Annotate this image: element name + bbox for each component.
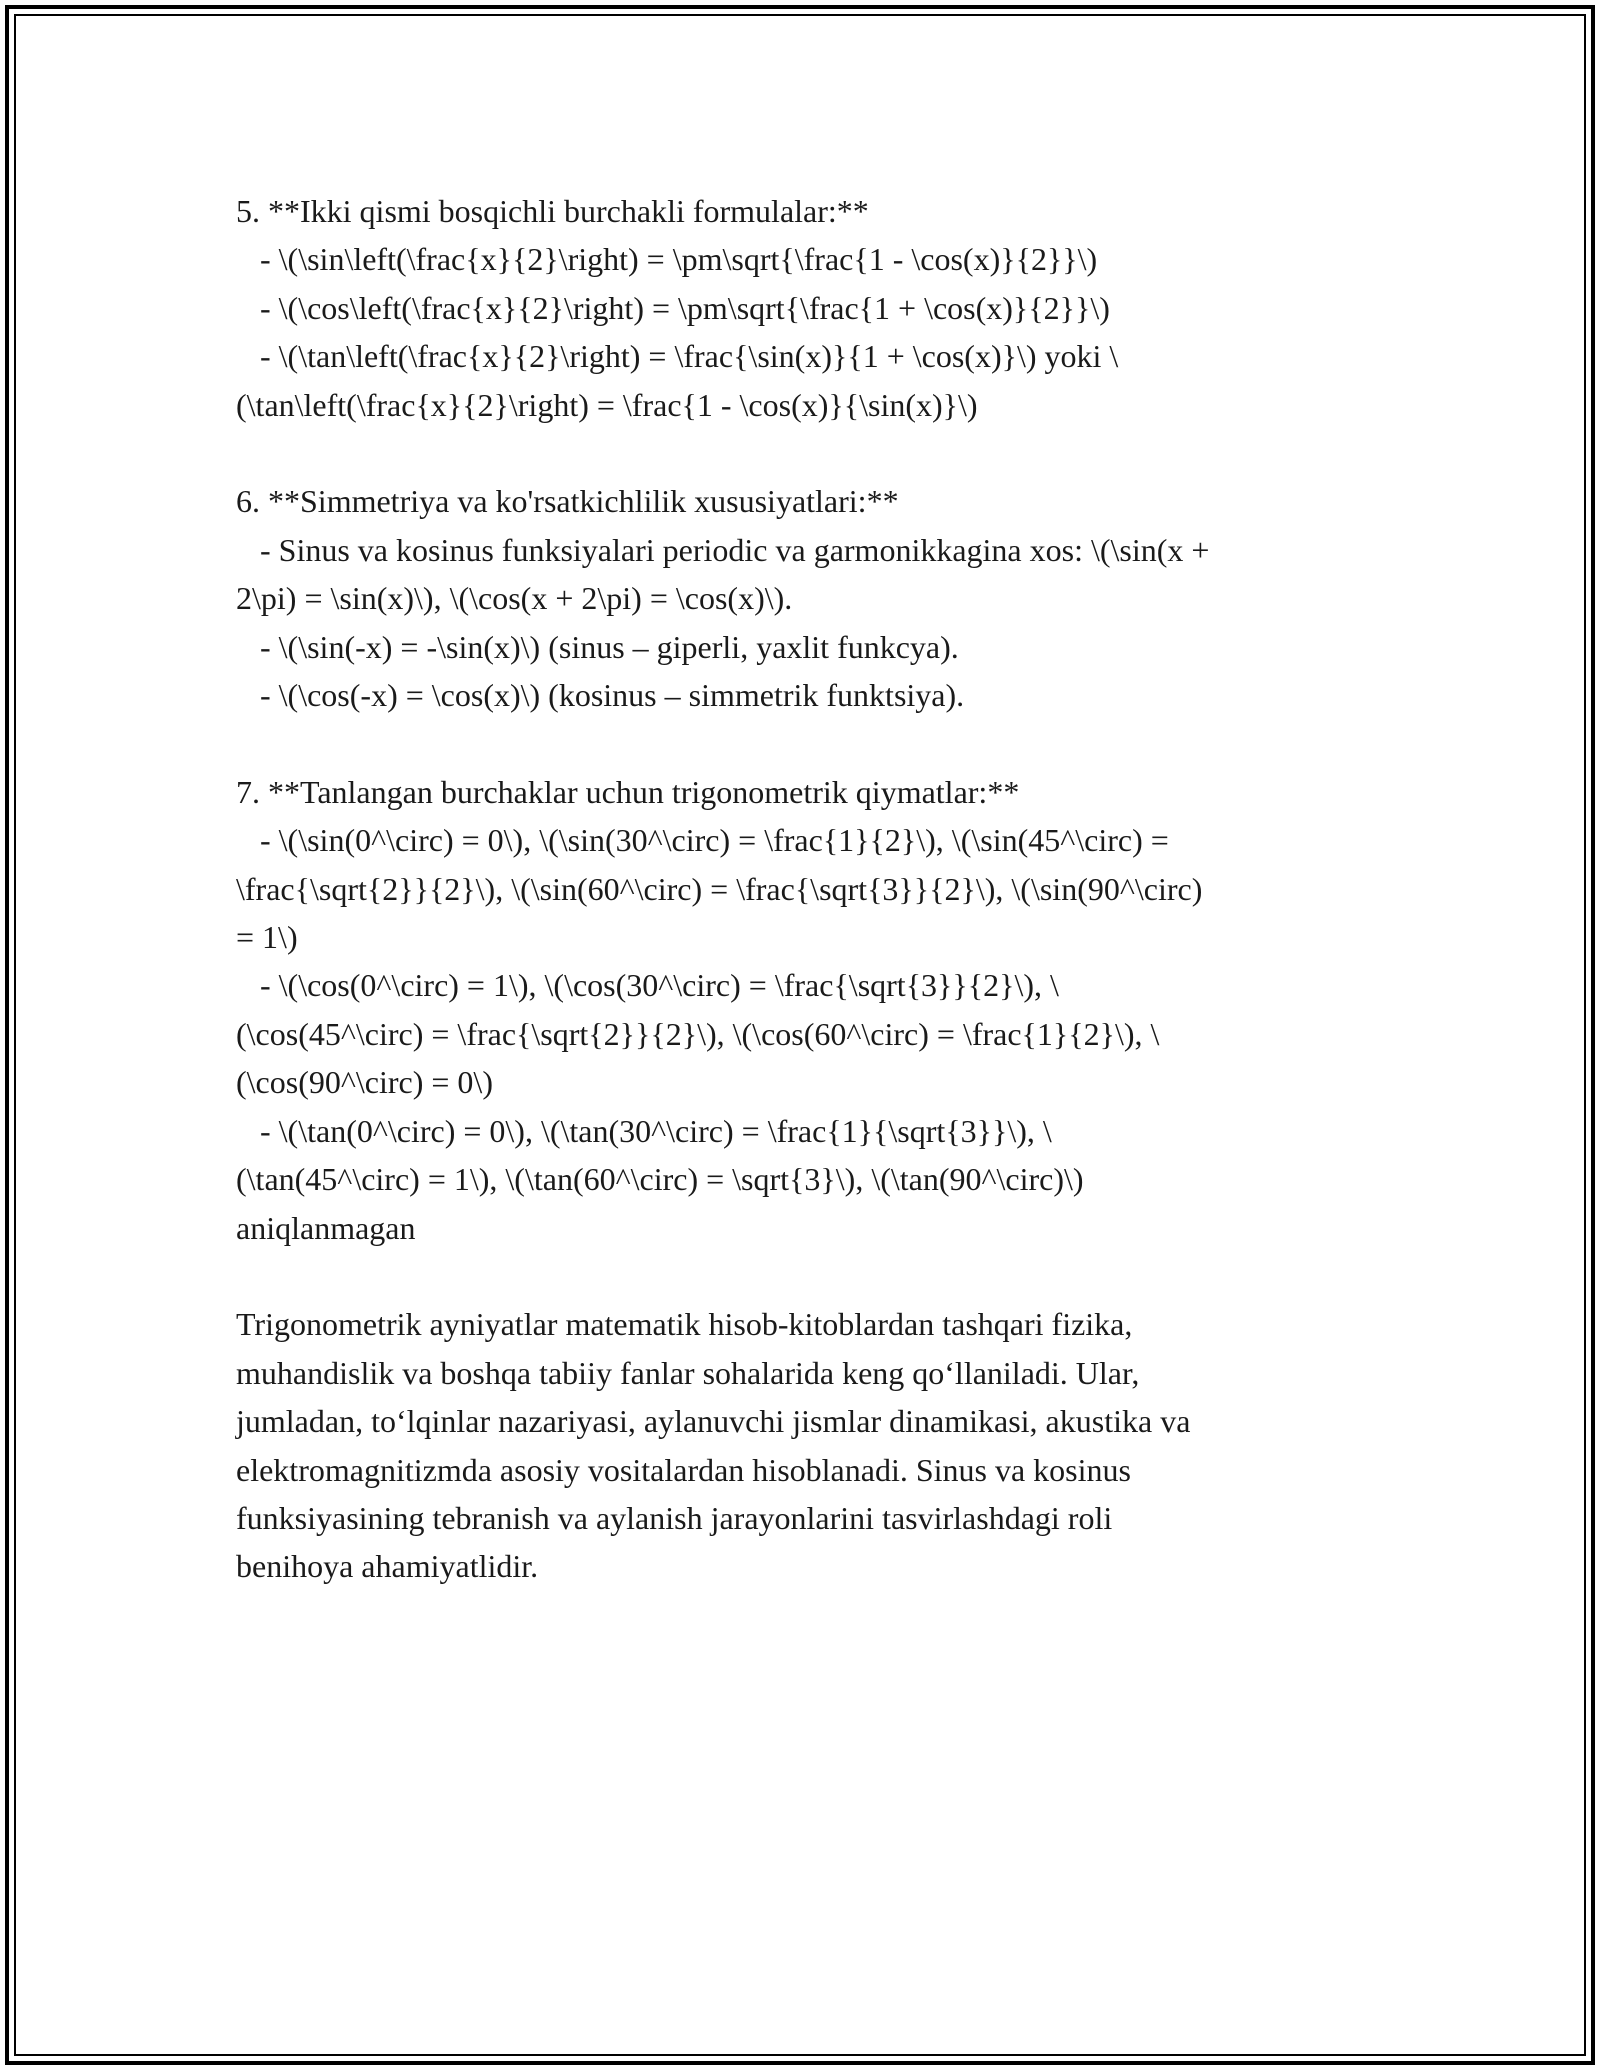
paragraph-line: Trigonometrik ayniyatlar matematik hisob-kitoblardan tashqari fizika, xyxy=(236,1306,1133,1343)
formula-line: (\tan(45^\circ) = 1\), \(\tan(60^\circ) = \sqrt{3}\), \(\tan(90^\circ)\) xyxy=(236,1161,1084,1198)
formula-line: (\cos(90^\circ) = 0\) xyxy=(236,1064,493,1101)
formula-line: - \(\sin(0^\circ) = 0\), \(\sin(30^\circ) = \frac{1}{2}\), \(\sin(45^\circ) = xyxy=(236,822,1169,859)
formula-line: - \(\sin\left(\frac{x}{2}\right) = \pm\sqrt{\frac{1 - \cos(x)}{2}}\) xyxy=(236,241,1098,278)
text-line: - \(\sin(-x) = -\sin(x)\) (sinus – giperli, yaxlit funkcya). xyxy=(236,628,959,665)
formula-line: - \(\tan(0^\circ) = 0\), \(\tan(30^\circ) = \frac{1}{\sqrt{3}}\), \ xyxy=(236,1112,1052,1149)
document-body xyxy=(236,187,1356,1639)
formula-line: - \(\tan\left(\frac{x}{2}\right) = \frac{\sin(x)}{1 + \cos(x)}\) yoki \ xyxy=(236,338,1119,375)
formula-line: (\tan\left(\frac{x}{2}\right) = \frac{1 - \cos(x)}{\sin(x)}\) xyxy=(236,386,978,423)
paragraph-line: muhandislik va boshqa tabiiy fanlar sohalarida keng qo‘llaniladi. Ular, xyxy=(236,1354,1140,1391)
section-heading: 5. **Ikki qismi bosqichli burchakli formulalar:** xyxy=(236,193,869,229)
closing-paragraph xyxy=(236,1300,1356,1590)
text-line: - Sinus va kosinus funksiyalari periodic va garmonikkagina xos: \(\sin(x + xyxy=(236,531,1210,568)
text-line: 2\pi) = \sin(x)\), \(\cos(x + 2\pi) = \cos(x)\). xyxy=(236,580,793,617)
formula-line: = 1\) xyxy=(236,919,298,956)
formula-line: - \(\cos\left(\frac{x}{2}\right) = \pm\sqrt{\frac{1 + \cos(x)}{2}}\) xyxy=(236,289,1110,326)
section-selected-angle-values xyxy=(236,768,1356,1252)
paragraph-line: jumladan, to‘lqinlar nazariyasi, aylanuvchi jismlar dinamikasi, akustika va xyxy=(236,1403,1191,1440)
formula-line: - \(\cos(0^\circ) = 1\), \(\cos(30^\circ) = \frac{\sqrt{3}}{2}\), \ xyxy=(236,967,1059,1004)
paragraph-line: funksiyasining tebranish va aylanish jarayonlarini tasvirlashdagi roli xyxy=(236,1499,1113,1536)
section-symmetry-properties xyxy=(236,477,1356,719)
section-heading: 7. **Tanlangan burchaklar uchun trigonometrik qiymatlar:** xyxy=(236,773,1020,810)
text-line: - \(\cos(-x) = \cos(x)\) (kosinus – simmetrik funktsiya). xyxy=(236,677,965,714)
formula-line: aniqlanmagan xyxy=(236,1209,416,1246)
section-heading: 6. **Simmetriya va ko'rsatkichlilik xususiyatlari:** xyxy=(236,483,899,520)
formula-line: \frac{\sqrt{2}}{2}\), \(\sin(60^\circ) = \frac{\sqrt{3}}{2}\), \(\sin(90^\circ) xyxy=(236,870,1203,907)
section-half-angle-formulas xyxy=(236,187,1356,429)
paragraph-line: benihoya ahamiyatlidir. xyxy=(236,1548,539,1585)
formula-line: (\cos(45^\circ) = \frac{\sqrt{2}}{2}\), \(\cos(60^\circ) = \frac{1}{2}\), \ xyxy=(236,1015,1160,1052)
paragraph-line: elektromagnitizmda asosiy vositalardan hisoblanadi. Sinus va kosinus xyxy=(236,1451,1131,1488)
